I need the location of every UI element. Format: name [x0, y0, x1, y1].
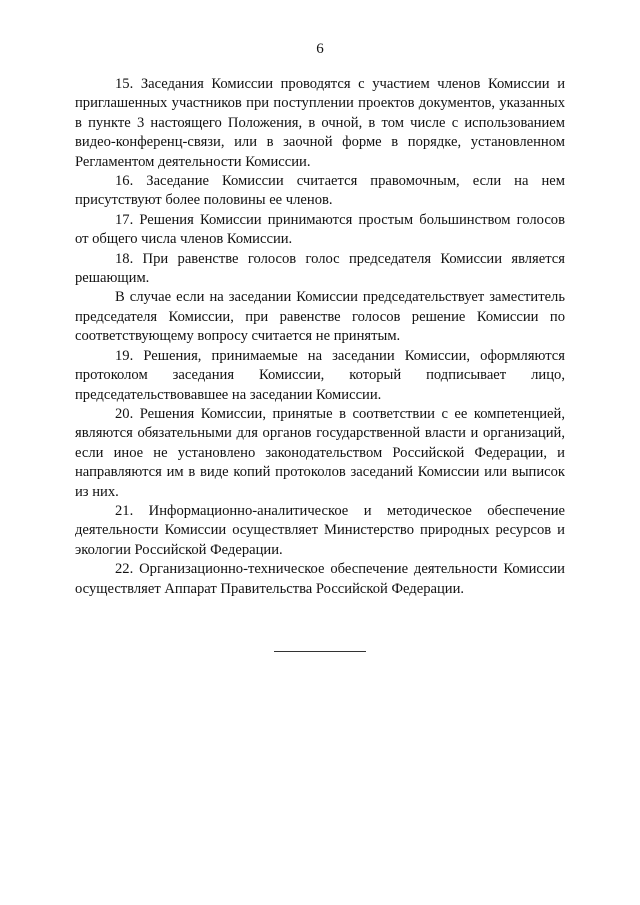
paragraph-21: 21. Информационно-аналитическое и методическое обеспечение деятельности Комиссии осуществляет Министерство природных ресурсов и экологии Российской Федерации.	[75, 502, 565, 558]
paragraph-18-continuation: В случае если на заседании Комиссии председательствует заместитель председателя Комиссии, при равенстве голосов решение Комиссии по соответствующему вопросу считается не принятым.	[75, 289, 565, 345]
paragraph-16: 16. Заседание Комиссии считается правомочным, если на нем присутствуют более половины ее членов.	[75, 173, 565, 209]
paragraph-20: 20. Решения Комиссии, принятые в соответствии с ее компетенцией, являются обязательными для органов государственной власти и организаций, если иное не установлено законодательством Российской Федерации, и направляются им в виде копий протоколов заседаний Комиссии или выписок из них.	[75, 405, 565, 500]
paragraph-19: 19. Решения, принимаемые на заседании Комиссии, оформляются протоколом заседания Комиссии, который подписывает лицо, председательствовавшее на заседании Комиссии.	[75, 347, 565, 403]
end-separator-line	[274, 651, 366, 652]
paragraph-18: 18. При равенстве голосов голос председателя Комиссии является решающим.	[75, 250, 565, 287]
document-body	[75, 75, 565, 599]
paragraph-15: 15. Заседания Комиссии проводятся с участием членов Комиссии и приглашенных участников при поступлении проектов документов, указанных в пункте 3 настоящего Положения, в очной, в том числе с использованием видео-конференц-связи, или в заочной форме в порядке, установленном Регламентом деятельности Комиссии.	[75, 76, 565, 170]
page-number: 6	[316, 41, 324, 57]
paragraph-17: 17. Решения Комиссии принимаются простым большинством голосов от общего числа членов Комиссии.	[75, 211, 565, 248]
paragraph-22: 22. Организационно-техническое обеспечение деятельности Комиссии осуществляет Аппарат Правительства Российской Федерации.	[75, 561, 565, 597]
